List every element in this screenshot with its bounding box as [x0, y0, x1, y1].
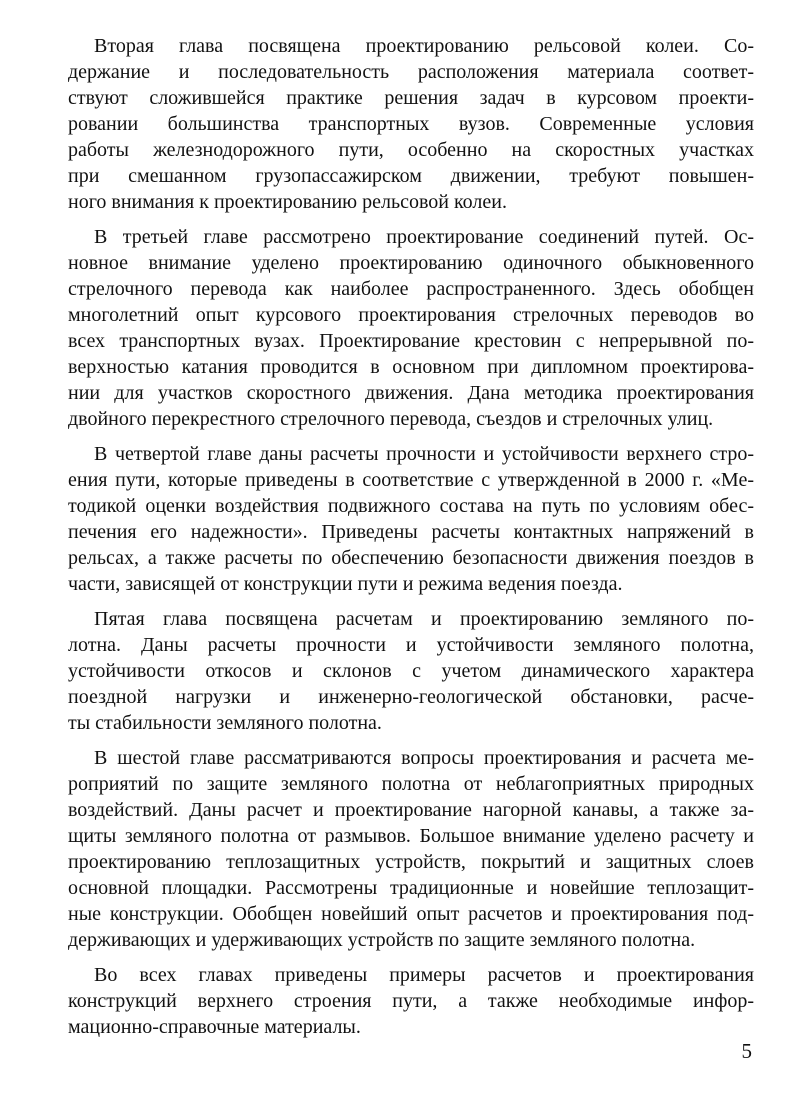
text-line: ты стабильности земляного полотна. [68, 712, 382, 734]
text-line: ные конструкции. Обобщен новейший опыт расчетов и проектирования под- [68, 903, 754, 925]
text-line: лотна. Даны расчеты прочности и устойчивости земляного полотна, [68, 634, 754, 656]
text-line: щиты земляного полотна от размывов. Большое внимание уделено расчету и [68, 825, 754, 847]
text-line: ного внимания к проектированию рельсовой колеи. [68, 191, 507, 213]
text-line: В третьей главе рассмотрено проектирование соединений путей. Ос- [94, 226, 754, 248]
text-line: Во всех главах приведены примеры расчетов и проектирования [94, 964, 754, 986]
text-line: печения его надежности». Приведены расчеты контактных напряжений в [68, 521, 754, 543]
text-line: основной площадки. Рассмотрены традиционные и новейшие теплозащит- [68, 877, 754, 899]
text-line: ровании большинства транспортных вузов. Современные условия [68, 113, 754, 135]
text-line: тодикой оценки воздействия подвижного состава на путь по условиям обес- [68, 495, 754, 517]
text-line: держание и последовательность расположения материала соответ- [68, 61, 754, 83]
text-line: проектированию теплозащитных устройств, покрытий и защитных слоев [68, 851, 754, 873]
text-line: держивающих и удерживающих устройств по защите земляного полотна. [68, 929, 696, 951]
text-line: мационно-справочные материалы. [68, 1016, 361, 1038]
text-line: работы железнодорожного пути, особенно на скоростных участках [68, 139, 754, 161]
text-line: многолетний опыт курсового проектирования стрелочных переводов во [68, 304, 754, 326]
text-line: В четвертой главе даны расчеты прочности и устойчивости верхнего стро- [94, 443, 754, 465]
text-line: воздействий. Даны расчет и проектирование нагорной канавы, а также за- [68, 799, 754, 821]
text-line: нии для участков скоростного движения. Дана методика проектирования [68, 382, 754, 404]
text-line: рельсах, а также расчеты по обеспечению безопасности движения поездов в [68, 547, 754, 569]
body-text [68, 33, 754, 1049]
text-line: верхностью катания проводится в основном при дипломном проектирова- [68, 356, 754, 378]
text-line: стрелочного перевода как наиболее распространенного. Здесь обобщен [68, 278, 754, 300]
paragraph [68, 224, 754, 432]
paragraph [68, 745, 754, 953]
text-line: В шестой главе рассматриваются вопросы проектирования и расчета ме- [94, 747, 754, 769]
text-line: роприятий по защите земляного полотна от неблагоприятных природных [68, 773, 754, 795]
text-line: ствуют сложившейся практике решения задач в курсовом проекти- [68, 87, 754, 109]
paragraph [68, 962, 754, 1040]
text-line: всех транспортных вузах. Проектирование крестовин с непрерывной по- [68, 330, 754, 352]
text-line: Пятая глава посвящена расчетам и проектированию земляного по- [94, 608, 754, 630]
text-line: конструкций верхнего строения пути, а также необходимые инфор- [68, 990, 754, 1012]
text-line: части, зависящей от конструкции пути и режима ведения поезда. [68, 573, 623, 595]
text-line: поездной нагрузки и инженерно-геологической обстановки, расче- [68, 686, 754, 708]
text-line: новное внимание уделено проектированию одиночного обыкновенного [68, 252, 754, 274]
text-line: ения пути, которые приведены в соответствие с утвержденной в 2000 г. «Ме- [68, 469, 754, 491]
text-line: устойчивости откосов и склонов с учетом динамического характера [68, 660, 754, 682]
text-line: Вторая глава посвящена проектированию рельсовой колеи. Со- [94, 35, 754, 57]
paragraph [68, 441, 754, 597]
page-number: 5 [741, 1039, 752, 1063]
text-line: двойного перекрестного стрелочного перевода, съездов и стрелочных улиц. [68, 408, 714, 430]
text-line: при смешанном грузопассажирском движении, требуют повышен- [68, 165, 754, 187]
paragraph [68, 606, 754, 736]
paragraph [68, 33, 754, 215]
